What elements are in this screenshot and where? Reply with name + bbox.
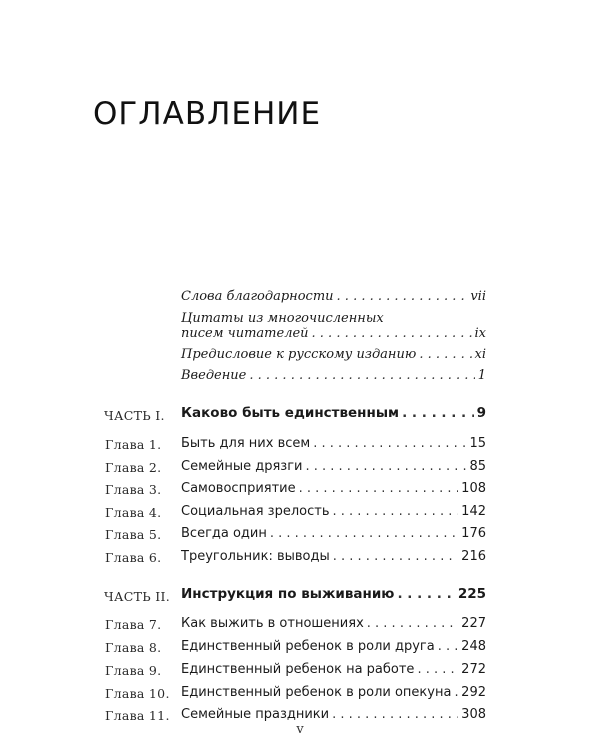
toc-chapter-10 bbox=[181, 685, 486, 700]
entry-title-line1: Цитаты из многочисленных bbox=[181, 311, 384, 326]
chapter-title: Как выжить в отношениях bbox=[181, 616, 364, 631]
dot-leader bbox=[312, 326, 472, 341]
dot-leader bbox=[337, 289, 468, 304]
toc-entry-introduction bbox=[181, 368, 486, 383]
toc-chapter-9 bbox=[181, 662, 486, 677]
entry-title: Введение bbox=[181, 368, 247, 383]
dot-leader bbox=[417, 662, 458, 677]
toc-chapter-11 bbox=[181, 707, 486, 722]
dot-leader bbox=[454, 685, 458, 700]
dot-leader bbox=[333, 549, 458, 564]
page-title: ОГЛАВЛЕНИЕ bbox=[93, 96, 322, 132]
toc-part-1 bbox=[181, 405, 486, 421]
dot-leader bbox=[313, 436, 466, 451]
dot-leader bbox=[332, 707, 458, 722]
toc-entry-preface bbox=[181, 347, 486, 362]
chapter-label: Глава 9. bbox=[105, 663, 162, 678]
toc-entry-acknowledgements bbox=[181, 289, 486, 304]
page-number: v bbox=[296, 722, 304, 737]
chapter-page: 85 bbox=[469, 459, 486, 474]
part-page: 9 bbox=[476, 405, 486, 421]
chapter-label: Глава 2. bbox=[105, 460, 162, 475]
chapter-page: 227 bbox=[461, 616, 486, 631]
chapter-title: Социальная зрелость bbox=[181, 504, 330, 519]
part-title: Инструкция по выживанию bbox=[181, 586, 395, 602]
chapter-title: Всегда один bbox=[181, 526, 267, 541]
toc-chapter-8 bbox=[181, 639, 486, 654]
toc-chapter-6 bbox=[181, 549, 486, 564]
chapter-label: Глава 7. bbox=[105, 617, 162, 632]
chapter-title: Семейные праздники bbox=[181, 707, 330, 722]
chapter-title: Быть для них всем bbox=[181, 436, 311, 451]
entry-title: писем читателей bbox=[181, 326, 309, 341]
dot-leader bbox=[249, 368, 474, 383]
chapter-page: 15 bbox=[469, 436, 486, 451]
dot-leader bbox=[299, 481, 459, 496]
toc-chapter-7 bbox=[181, 616, 486, 631]
entry-title: Предисловие к русскому изданию bbox=[181, 347, 417, 362]
chapter-label: Глава 1. bbox=[105, 437, 162, 452]
chapter-page: 216 bbox=[461, 549, 486, 564]
entry-page: 1 bbox=[477, 368, 486, 383]
part-page: 225 bbox=[457, 586, 486, 602]
chapter-title: Самовосприятие bbox=[181, 481, 296, 496]
entry-title: Слова благодарности bbox=[181, 289, 334, 304]
chapter-title: Единственный ребенок в роли друга bbox=[181, 639, 435, 654]
dot-leader bbox=[333, 504, 459, 519]
chapter-page: 292 bbox=[461, 685, 486, 700]
toc-chapter-3 bbox=[181, 481, 486, 496]
chapter-label: Глава 11. bbox=[105, 708, 170, 723]
chapter-title: Единственный ребенок на работе bbox=[181, 662, 415, 677]
toc-entry-reader-quotes bbox=[181, 326, 486, 341]
dot-leader bbox=[305, 459, 466, 474]
entry-page: vii bbox=[470, 289, 486, 304]
dot-leader bbox=[438, 639, 458, 654]
dot-leader bbox=[402, 405, 474, 421]
dot-leader bbox=[270, 526, 458, 541]
chapter-page: 142 bbox=[461, 504, 486, 519]
part-title: Каково быть единственным bbox=[181, 405, 400, 421]
dot-leader bbox=[397, 586, 454, 602]
chapter-page: 248 bbox=[461, 639, 486, 654]
chapter-label: Глава 8. bbox=[105, 640, 162, 655]
chapter-label: Глава 10. bbox=[105, 686, 170, 701]
chapter-label: Глава 5. bbox=[105, 527, 162, 542]
toc-chapter-2 bbox=[181, 459, 486, 474]
chapter-label: Глава 4. bbox=[105, 505, 162, 520]
toc-chapter-4 bbox=[181, 504, 486, 519]
toc-chapter-5 bbox=[181, 526, 486, 541]
dot-leader bbox=[367, 616, 458, 631]
chapter-title: Семейные дрязги bbox=[181, 459, 303, 474]
toc-part-2 bbox=[181, 586, 486, 602]
chapter-title: Единственный ребенок в роли опекуна bbox=[181, 685, 452, 700]
part-label: ЧАСТЬ II. bbox=[104, 589, 170, 604]
chapter-title: Треугольник: выводы bbox=[181, 549, 330, 564]
entry-page: ix bbox=[474, 326, 486, 341]
chapter-label: Глава 3. bbox=[105, 482, 162, 497]
entry-page: xi bbox=[474, 347, 486, 362]
part-label: ЧАСТЬ I. bbox=[104, 408, 165, 423]
dot-leader bbox=[419, 347, 471, 362]
toc-chapter-1 bbox=[181, 436, 486, 451]
chapter-label: Глава 6. bbox=[105, 550, 162, 565]
chapter-page: 176 bbox=[461, 526, 486, 541]
chapter-page: 308 bbox=[461, 707, 486, 722]
chapter-page: 108 bbox=[461, 481, 486, 496]
chapter-page: 272 bbox=[461, 662, 486, 677]
